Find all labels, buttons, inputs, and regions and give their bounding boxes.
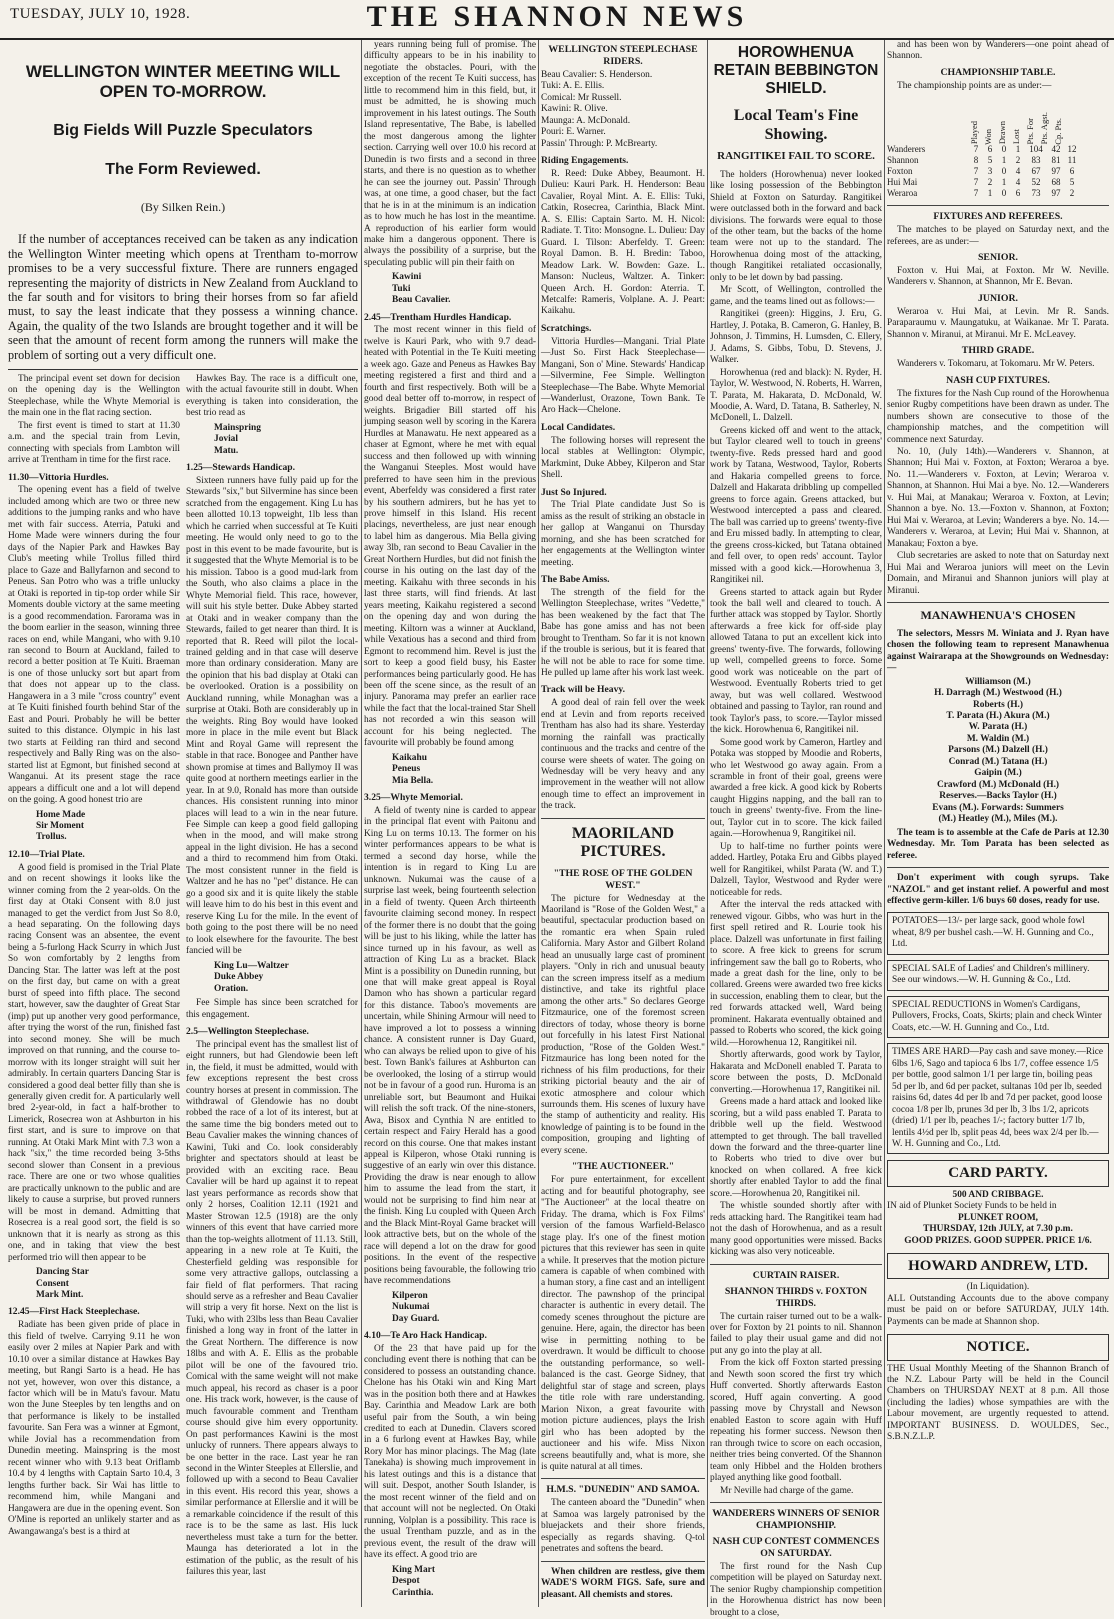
table-cell: 6: [1069, 166, 1075, 177]
paragraph: Horowhenua (red and black): N. Ryder, H. Taylor, W. Westwood, N. Roberts, H. Warren, T. Parata, M. Hakarata, D. McDonald, W. Moodie, A. Ward, D. Tatana, B. Satherley, N. McDonell, L. Dalzell.: [710, 367, 882, 424]
paragraph: Fee Simple has since been scratched for this engagement.: [186, 998, 358, 1020]
divider: [710, 1502, 882, 1503]
section-heading: FIXTURES AND REFEREES.: [933, 211, 1063, 223]
selection: Mark Mint.: [36, 1289, 84, 1300]
section-heading: Just So Injured.: [541, 486, 607, 498]
paragraph: The most recent winner in this field of twelve is Kauri Park, who with 9.7 dead-heated with Potential in the Te Kuiti meeting a week ago. Gaze and Peneus as Hawkes Bay meeting registered a first and third and a fourth and first respectively. Both will be a good deal better off to-morrow, in respect of weights. Brigadier Bill started off his jumping season well by scoring in the Karera Hurdles at Manawatu. He next appeared as a chaser at Egmont, where he met with equal success and then followed up with winning the Wanganui Steeples. Most would have preferred to have seen him in the previous event, Aberfeldy was considered a first rater by his southern admirers, but he has yet to prove himself in this Island. His recent placings, nevertheless, are just near enough to label him as dangerous. Mia Bella giving away 3lb, ran second to Beau Cavalier in the Great Northern Hurdles, but did not finish the course in his outing on the last day of the meeting. Kaikahu with three seconds in his last three starts, will find friends. At last years meeting, Kaikahu registered a second on the opening day and won during the meeting. Kiltorn was a winner at Auckland, while Vexatious has a second and third from Egmont to recommend him. Revel is just the sort to keep a good field busy, his Easter performances being particularly good. He has been off the scene since, as the result of an injury. Panorama may prefer an earlier race while the fact that the local-trained Star Shell has not recorded a win this season will account for his being neglected. The favourite will probably be found among: [364, 325, 536, 749]
selection: Peneus: [392, 764, 421, 775]
divider: [710, 1264, 882, 1265]
column-rule: [707, 40, 708, 1607]
section-heading: NASH CUP FIXTURES.: [946, 374, 1050, 386]
rider: Beau Cavalier: S. Henderson.: [541, 69, 653, 80]
riders-list: [541, 70, 705, 150]
selection: Dancing Star: [36, 1267, 89, 1278]
column-rule: [538, 40, 539, 1607]
paragraph: The whistle sounded shortly after with reds attacking hard. The Rangitikei team had not the dash of Horowhenua, and as a result many good opportunities were missed. Backs kicking was also very noticeable.: [710, 1201, 882, 1258]
paragraph: The principal event has the smallest list of eight runners, but had Glendowie been left in, the field, it must be admitted, would with few exceptions represent the best cross country horses at present in commission. The withdrawal of Glendowie has no doubt robbed the race of a lot of its interest, but at the same time the big bonders meted out to Beau Cavalier makes the winning chances of Kawini, Tuki and Co. look considerably brighter and spectators should at least be provided with an exciting race. Beau Cavalier will be hard up against it to repeat last years performance as records show that only 2 horses, Coalition 12.11 (1921 and Master Strowan 12.5 (1918) are the only winners of this event that have carried more than the top-weights allotment of 11.13. Still, appearing in a new role at Te Kuiti, the Chesterfield gelding was responsible for some very attractive gallops, outclassing a fair field of flat performers. That racing should serve as a refresher and Beau Cavalier will strip a very fit horse. Next on the list is Tuki, who with 23lbs less than Beau Cavalier finished a long way in front of the latter in the Great Northern. The difference is now 18lbs and with A. E. Ellis as the probable pilot will be one of the favoured trio. Comical with the same weight will not make much appeal, his record as chaser is a poor one. His track work, however, is the cause of much favourable comment and Trentham course should give him every opportunity. On past performances Kawini is the most unlucky of runners. There appears always to be one better in the race. Last year he ran second in the Winter Steeples at Ellerslie, and followed up with a second to Beau Cavalier in this event. His record this year, shows a similar performance at Ellerslie and it will be a remarkable coincidence if the result of this race is to be the same as last. His luck nevertheless must take a turn for the better. Maunga has deteriorated a lot in the estimation of the public, as the result of his failures this year, last: [186, 1039, 358, 1578]
table-cell: 2: [1015, 155, 1021, 166]
section-heading: Track will be Heavy.: [541, 684, 626, 696]
paragraph: The principal event set down for decision on the opening day is the Wellington Steeplechase, while the Whyte Memorial is the main one in the flat racing section.: [8, 373, 180, 419]
paragraph: Rangitikei (green): Higgins, J. Eru, G. Hartley, J. Potaka, B. Cameron, G. Hanley, B. Johnson, J. Timmins, H. Lumsden, C. Ellery, J. Adams, S. Gibbs, Tobu, D. Stevens, J. Walker.: [710, 309, 882, 366]
rider: Kawini: R. Olive.: [541, 104, 608, 115]
paragraph: After the interval the reds attacked with renewed vigour. Gibbs, who was hurt in the first spell retired and R. Lourie took his place. Dalzell was unfortunate in first failing to score. A free kick to greens for scrum infringement saw the ball go to Roberts, who made a great dash for the line, only to be collared. Greens were awarded two free kicks in succession, enabling them to clear, but the red forwards attacked well, Ward being prominent. Hakarata eventually obtained and passed to Roberts who scored, the kick going wild.—Horowhenua 12, Rangitikei nil.: [710, 900, 882, 1048]
racing-notes-column: [541, 40, 705, 1607]
section-heading: The Babe Amiss.: [541, 574, 610, 586]
paragraph: The matches to be played on Saturday next, and the referees, are as under:—: [887, 225, 1109, 247]
table-cell: 0: [1001, 188, 1007, 199]
section-heading: SENIOR.: [977, 252, 1018, 264]
table-cell: 8: [973, 155, 979, 166]
player: W. Parata (H.): [968, 722, 1028, 733]
lead-subcol-left: [8, 374, 180, 1580]
card-party-prizes: GOOD PRIZES. GOOD SUPPER. PRICE 1/6.: [904, 1235, 1092, 1246]
issue-date: TUESDAY, JULY 10, 1928.: [10, 6, 191, 22]
section-heading: CURTAIN RAISER.: [752, 1269, 840, 1281]
table-cell: 0: [1001, 166, 1007, 177]
howard-andrew-body: ALL Outstanding Accounts due to the above company must be paid on or before SATURDAY, JULY 14th. Payments can be made at Shannon shop.: [887, 1293, 1109, 1327]
paragraph: Foxton v. Hui Mai, at Foxton. Mr W. Neville. Wanderers v. Shannon, at Shannon, Mr E. Bevan.: [887, 266, 1109, 288]
table-cell: 1: [1001, 177, 1007, 188]
paragraph: The selectors, Messrs M. Winiata and J. Ryan have chosen the following team to represent Manawhenua against Wairarapa at the Showgrounds on Wednesday:—: [887, 628, 1109, 674]
selection: Tuki: [392, 283, 411, 294]
table-cell: 7: [973, 177, 979, 188]
selection: Duke Abbey: [214, 972, 264, 983]
paragraph: R. Reed: Duke Abbey, Beaumont. H. Dulieu: Kauri Park. H. Henderson: Beau Cavalier, Royal Mint. A. E. Ellis: Tuki, Catkin, Rosecrea, Carinthia, Black Mint. A. S. Ellis: Captain Sarto. M. H. Nicol: Radiate. T. Tito: Monsogne. L. Dulieu: Day Guard. I. Tilson: Aberfeldy. T. Green: Royal Damon. B. H. Bredin: Taboo, Meadow Lark. W. Bowden: Gaze. L. Manson: Nucleus, Waltzer. A. Tinker: Queen Arch. H. Gordon: Aterria. T. Metcalfe: Rameris, Volplane. A. J. Peart: Kaikahu.: [541, 168, 705, 317]
section-heading: NASH CUP CONTEST COMMENCES ON SATURDAY.: [712, 1535, 880, 1559]
selection: Carinthia.: [392, 1587, 434, 1598]
newspaper-title: THE SHANNON NEWS: [366, 0, 748, 33]
table-cell: 5: [987, 155, 993, 166]
table-cell: 104: [1029, 144, 1043, 155]
notice-body: THE Usual Monthly Meeting of the Shannon Branch of the N.Z. Labour Party will be held in the Council Chambers on THURSDAY NEXT at 8 p.m. All those (including the ladies) whose sympathies are with the Labour movement, are urgently requested to attend. IMPORTANT BUSINESS. D. WOULDES, Sec., S.B.N.Z.L.P.: [887, 1363, 1109, 1443]
selection: Kilperon: [392, 1290, 428, 1301]
paragraph: The following horses will represent the local stables at Wellington: Olympic, Markmint, Duke Abbey, Kilperon and Star Shell.: [541, 435, 705, 481]
team-name: Hui Mai: [887, 177, 918, 188]
selection: Consent: [36, 1278, 69, 1289]
rider: Maunga: A. McDonald.: [541, 115, 631, 126]
table-row: [887, 144, 1109, 155]
selection: Beau Cavalier.: [392, 295, 451, 306]
paragraph: The picture for Wednesday at the Maoriland is "Rose of the Golden West," a beautiful, spectacular production based on the romantic era when Spain ruled California. Mary Astor and Gilbert Roland head an unusually large cast of prominent players. "Only in rich and unusual beauty can the screen impress itself as a medium distinctive, and take its rightful place among the other arts." So declares George Fitzmaurice, one of the foremost screen directors of today, whose theory is borne out forcefully in his latest First National production, "Rose of the Golden West." Fitzmaurice has long been noted for the richness of his film productions, for their striking pictorial beauty and the air of exotic atmosphere and colour which surrounds them. His scenes of luxury have the stamp of authenticity and reality. His knowledge of painting is to be found in the composition, grouping and lighting of every scene.: [541, 893, 705, 1156]
paragraph: Vittoria Hurdles—Mangani. Trial Plate—Just So. First Hack Steeplechase—Mangani, Son o' Mine. Stewards' Handicap—Silvermine, Fee Simple. Wellington Steeplechase—The Babe. Whyte Memorial—Wanderlust, Orazone, Town Bank. Te Aro Hack—Chelone.: [541, 336, 705, 416]
section-heading: 2.45—Trentham Hurdles Handicap.: [364, 311, 512, 323]
table-cell: 97: [1051, 166, 1061, 177]
paragraph: From the kick off Foxton started pressing and Newth soon scored the first try which Huff converted. Shortly afterwards Easton scored, Huff again converting. A good passing move by Chrystall and Newson enabled Easton to score again with Huff repeating his former success. Newson then ran through twice to score on each occasion, neither tries being converted. Of the Shannon team only Hibbel and the Holden brothers played anything like good football.: [710, 1358, 882, 1484]
lead-subhead: Big Fields Will Puzzle Speculators: [53, 121, 313, 139]
selection: Despot: [392, 1576, 420, 1587]
advertisement: TIMES ARE HARD—Pay cash and save money.—Rice 6lbs 1/6, Sago and tapioca 6 lbs 1/7, coffee essence 1/5 per bottle, good salmon 1/1 per large tin, boiling peas 5d per lb, and 6d per packet, sultanas 10d per lb, seeded raisins 6d, dates 4d per lb and 7d per packet, good loose cocoa 1/8 per lb, prunes 3d per lb, 3 lbs 1/2, apricots (dried) 1/1 per lb, peaches 1/-; factory butter 1/7 lb, lentils 4½d per lb, split peas 4d, bees wax 2/4 per lb.—W. H. Gunning and Co., Ltd.: [887, 1043, 1109, 1154]
paragraph: The first event is timed to start at 11.30 a.m. and the special train from Levin, connecting with specials from Lambton will arrive at Trentham in time for the first race.: [8, 420, 180, 466]
paragraph: years running being full of promise. The difficulty appears to be in his inability to negotiate the obstacles. Pouri, with the exception of the recent Te Kuiti success, has little to recommend him in this field, but, it must be admitted, he is showing much improvement in his latest outings. The South Island representative, The Babe, is labelled the most dangerous among the lighter section. Carrying well over 10.0 his record at Dunedin is two firsts and a second in three starts, and there is no question as to whether he can see the journey out. Passin' Through was, at one time, a good chaser, but the fact that he is in at the minimum is an indication as to how much he has lost in the meantime. A reproduction of his earlier form would make him a dangerous opponent. There is always the possibility of a surprise, but the speculating public will pin their faith on: [364, 40, 536, 268]
table-cell: 68: [1051, 177, 1061, 188]
table-cell: 1: [1015, 144, 1021, 155]
rider: Comical: Mr Russell.: [541, 92, 622, 103]
paragraph: Greens started to attack again but Ryder took the ball well and cleared to touch. A further attack was stopped by Taylor. Shortly afterwards a free kick for off-side play allowed Tatana to put an excellent kick into greens' twenty-five. The forwards, following up well, compelled greens to force. Some good work was noticeable on the part of Westwood. Eventually Roberts tried to get away, but was well collared. Westwood obtained and passing to Taylor, ran round and took Taylor's pass, to score.—Taylor missed the kick. Horowhenua 6, Rangitikei nil.: [710, 587, 882, 736]
advertisement: SPECIAL REDUCTIONS in Women's Cardigans, Pullovers, Frocks, Coats, Skirts; plain and check Winter Coats, etc.—W. H. Gunning and Co., Ltd.: [887, 996, 1109, 1038]
player: Crawford (M.) McDonald (H.): [936, 779, 1060, 790]
table-row: [887, 177, 1109, 188]
table-cell: 52: [1031, 177, 1041, 188]
selection: Nukumai: [392, 1302, 430, 1313]
selection-list: [364, 272, 536, 306]
paragraph: The championship points are as under:—: [897, 80, 1052, 91]
paragraph: The first round for the Nash Cup competition will be played on Saturday next. The senior Rugby championship competition in the Horowhenua district has now been brought to a close,: [710, 1561, 882, 1618]
lead-headline: WELLINGTON WINTER MEETING WILL OPEN TO-MORROW.: [25, 62, 341, 102]
section-heading: SHANNON THIRDS v. FOXTON THIRDS.: [724, 1285, 868, 1309]
selection-list: [8, 810, 180, 844]
paragraph: The curtain raiser turned out to be a walk-over for Foxton by 21 points to nil. Shannon failed to play their usual game and did not put any go into the play at all.: [710, 1311, 882, 1356]
table-cell: 4: [1015, 166, 1021, 177]
card-party-heading: CARD PARTY.: [887, 1160, 1109, 1186]
table-cell: 7: [973, 188, 979, 199]
divider: [541, 818, 705, 819]
selection: Oration.: [214, 983, 249, 994]
player: (M.) Heatley (M.), Miles (M.).: [938, 814, 1058, 825]
table-cell: 6: [987, 144, 993, 155]
column-header: Played: [969, 121, 979, 145]
rider: Tuki: A. E. Ellis.: [541, 81, 605, 92]
divider: [887, 602, 1109, 603]
paragraph: The fixtures for the Nash Cup round of the Horowhenua senior Rugby competitions have been drawn as under. The numbers shown are consecutive to those of the championship matches, and the competition will commence next Saturday.: [887, 388, 1109, 445]
selection-list: [186, 423, 358, 457]
paragraph: Hawkes Bay. The race is a difficult one, with the actual favourite still in doubt. When everything is taken into consideration, the best trio read as: [186, 373, 358, 419]
table-cell: 67: [1031, 166, 1041, 177]
championship-table: [887, 94, 1109, 199]
paragraph: Greens made a hard attack and looked like scoring, but a wild pass enabled T. Parata to dribble well up the field. Westwood attempted to get through. The ball travelled down the forward and the three-quarter line to Roberts who tried to dive over but knocked on when collared. A free kick shortly after enabled Taylor to add the final score.—Horowhenua 20, Rangitikei nil.: [710, 1097, 882, 1199]
player: Parsons (M.) Dalzell (H.): [948, 745, 1048, 756]
table-header: [887, 94, 1109, 144]
paragraph: Of the 23 that have paid up for the concluding event there is nothing that can be considered to possess an outstanding chance. Chelone has his Otaki win and King Mart was in the position both there and at Hawkes Bay. Carinthia and Meadow Lark are both useful pair from the South, a win being credited to each at Dunedin. Clavers scored in a 6 furlong event at Hawkes Bay, while Rory Mor has minor placings. The Mag (late Tanekaha) is showing much improvement in his latest outings and this is a distance that will suit. Despot, another South Islander, is the most recent winner of the field and on that account will not be neglected. On Otaki running, Volplan is a possibility. This race is the usual Trentham puzzle, and as in the previous event, the result of the draw will have its effect. A good trio are: [364, 1343, 536, 1561]
football-column: [710, 40, 882, 1618]
table-cell: 3: [987, 166, 993, 177]
selection: Jovial: [214, 434, 238, 445]
section-heading: Scratchings.: [541, 322, 592, 334]
section-heading: Local Team's Fine Showing.: [733, 107, 859, 143]
selection: Kaikahu: [392, 752, 427, 763]
divider: [541, 1478, 705, 1479]
section-heading: RANGITIKEI FAIL TO SCORE.: [717, 150, 875, 163]
paragraph: Radiate has been given pride of place in this field of twelve. Carrying 9.11 he won easily over 2 miles at Napier Park and with 10.10 over a similar distance at Hawkes Bay meeting, but Rangi Sarto is a head. He has not yet, however, won over this distance, a factor which will be in Matu's favour. Matu won the June Steeples by ten lengths and on that performance is likely to be installed favourite. San Fera was a winner at Egmont, while Jovial has a recommendation from Dunedin meeting. Mainspring is the most recent winner who with 9.13 beat Oriflamb 10.4 by 4 lengths with Captain Sarto 10.4, 3 lengths further back. Sir Wai has little to recommend him, while Mangani and Hangawera are due in the opening event. Son O'Mine is reported an unlikely starter and as Awangawanga's best is a third at: [8, 1320, 180, 1537]
notice-heading: NOTICE.: [887, 1334, 1109, 1360]
section-heading: MAORILAND PICTURES.: [571, 824, 675, 861]
table-cell: 5: [1069, 177, 1075, 188]
table-cell: 42: [1051, 144, 1061, 155]
selection: Home Made: [36, 809, 86, 820]
table-cell: 6: [1015, 188, 1021, 199]
column-header: Cp. Pts.: [1053, 117, 1063, 145]
paragraph: The opening event has a field of twelve included among which are two or three new additions to the jumping ranks and who have met with fair success. Aterria, Patuki and Home Made were winners during the four days of the Napier Park and Hawkes Bay Club's meeting while Trollus filled third place to Gaze and Ballyfarnon and second to Peneus. San Potro who was a trifle unlucky at Otaki is reported in tip-top order while Sir Moments double victory at the same meeting is a good recommendation. Farorama was in the boom earlier in the season, winning three races on end, while Mangani, who with 9.10 ran second to Bourn at Auckland, failed to record a better position at Te Kuiti. Braeman is one of those unlucky sort but apart from that does not appear up to the class. Hangawera in a 3 mile "cross country" event at Te Kuiti finished fourth behind Star of the East and Pouri. Probably he will be better suited to this distance. Olympic in his last two starts at Feilding ran third and second respectively and Bally Ring was on the also-started list at Egmont, but finished second at Wanganui. At its present stage the race appears a difficult one and a lot will depend on the going. A good honest trio are: [8, 485, 180, 806]
rider: Passin' Through: P. McBrearty.: [541, 138, 658, 149]
player: Reserves.—Backs Taylor (H.): [939, 791, 1057, 802]
section-heading: 1.25—Stewards Handicap.: [186, 462, 296, 474]
paragraph: Greens kicked off and went to the attack, but Taylor cleared well to touch in greens' twenty-five. Reds pressed hard and good work by Tatana, Westwood, Taylor, Roberts and Hakaria compelled greens to force. Dalzell and Hakarata dribbling up compelled greens to force again. Greens attacked, but Westwood intercepted a pass and cleared. The ball was carried up to greens' twenty-five and Eru missed badly. In attempting to clear, the greens cross-kicked, but Tatana obtained and fell over, to open reds' account. Taylor missed with a good kick.—Horowhenua 3, Rangitikei nil.: [710, 425, 882, 586]
paragraph: The team is to assemble at the Cafe de Paris at 12.30 Wednesday. Mr. Tom Parata has been selected as referee.: [887, 827, 1109, 861]
table-cell: 83: [1031, 155, 1041, 166]
card-party-place: PLUNKET ROOM,: [957, 1212, 1039, 1223]
player: T. Parata (H.) Akura (M.): [946, 710, 1050, 721]
paragraph: Wanderers v. Tokomaru, at Tokomaru. Mr W. Peters.: [897, 359, 1095, 370]
table-cell: 7: [973, 144, 979, 155]
team-name: Weraroa: [887, 188, 918, 199]
section-heading: CHAMPIONSHIP TABLE.: [940, 66, 1056, 78]
card-party-sub: 500 AND CRIBBAGE.: [952, 1189, 1044, 1200]
player: Evans (M.). Forwards: Summers: [932, 802, 1064, 813]
advertisement: When children are restless, give them WADE'S WORM FIGS. Safe, sure and pleasant. All chemists and stores.: [541, 1566, 705, 1600]
section-heading: 12.10—Trial Plate.: [8, 848, 85, 860]
lead-body-columns: [8, 374, 358, 1580]
table-cell: 2: [1069, 188, 1075, 199]
section-heading: 11.30—Vittoria Hurdles.: [8, 471, 109, 483]
selection-list: [186, 961, 358, 995]
selection: King Mart: [392, 1564, 435, 1575]
racing-column-2: [364, 40, 536, 1607]
selection: Day Guard.: [392, 1313, 440, 1324]
player: Gaipin (M.): [974, 768, 1022, 779]
paragraph: and has been won by Wanderers—one point ahead of Shannon.: [887, 40, 1109, 62]
team-name: Shannon: [887, 155, 919, 166]
byline: (By Silken Rein.): [140, 199, 226, 214]
column-rule: [884, 40, 885, 1607]
team-name: Foxton: [887, 166, 913, 177]
table-cell: 11: [1067, 155, 1077, 166]
paragraph: The strength of the field for the Wellington Steeplechase, writes "Vedette," has been weakened by the fact that The Babe has gone amiss and has not been brought to Trentham. So far it is not known if the trouble is serious, but it is feared that he will not be able to race for some time. He pulled up lame after his work last week.: [541, 587, 705, 679]
selection-list: [364, 1565, 536, 1599]
table-cell: 1: [987, 188, 993, 199]
paragraph: The canteen aboard the "Dunedin" when at Samoa was largely patronised by the bluejackets and their shore friends, especially as regards shaving. Q-tol penetrates and softens the beard.: [541, 1498, 705, 1555]
selection: Sir Moment: [36, 821, 84, 831]
paragraph: A field of twenty nine is carded to appear in the principal flat event with Paitonu and King Lu on terms 10.13. The former on his winter performances appears to be what is termed a second day horse, while the intention is in regard to King Lu are unknown. Nukumai was the cause of a surprise last week, being fourteenth selection in a field of twenty. Queen Arch thirteenth favourite claiming second money. In respect of the former there is no doubt that the going will be just to his liking, while the latter has since turned up in his favour, as well as attraction of King Lu as a bracket. Black Mint is a possibility on Dunedin running, but one that will make great appeal is Royal Damon who has shown a particular regard for this distance. Taboo's movements are uncertain, while Shining Armour will need to have improved a lot to possess a winning chance. A consistent runner is Day Guard, who can always be relied upon to give of his best. Town Bank's failures at Ashburton can be overlooked, the losing of a stirrup would not be in favour of a good run. Huroma is an unreliable sort, but Beaumont and Huikai will relish the soft track. Of the nine-stoners, Awa, Bisox and Cynthia N are entitled to certain respect and Fairy Herald has a good record on this course. One that makes instant appeal is Kilperon, whose Otaki running is suggestive of an early win over this distance. Providing the draw is near enough to allow him to assume the lead from the start, it would not be surprising to find him near at the finish. King Lu coupled with Queen Arch and the Black Mint-Royal Game bracket will look attractive bets, but on the whole of the race will depend a lot on the draw for good positions. In the event of the respective positions being favourable, the following trio have recommendations: [364, 805, 536, 1287]
lead-subhead-2: The Form Reviewed.: [105, 161, 261, 179]
table-row: [887, 188, 1109, 199]
table-cell: 0: [1001, 144, 1007, 155]
section-heading: WELLINGTON STEEPLECHASE RIDERS.: [548, 44, 698, 67]
column-header: Pts. For: [1025, 117, 1035, 145]
howard-andrew-heading: HOWARD ANDREW, LTD.: [887, 1253, 1109, 1279]
table-row: [887, 166, 1109, 177]
section-heading: JUNIOR.: [977, 292, 1018, 304]
player: Roberts (H.): [973, 699, 1023, 710]
table-cell: 4: [1015, 177, 1021, 188]
section-heading: "THE ROSE OF THE GOLDEN WEST.": [553, 867, 693, 891]
column-header: Drawn: [997, 121, 1007, 145]
section-heading: 2.5—Wellington Steeplechase.: [186, 1025, 309, 1037]
table-cell: 97: [1051, 188, 1061, 199]
divider: [541, 1561, 705, 1562]
paragraph: The Trial Plate candidate Just So is amiss as the result of striking an obstacle in her gallop at Wanganui on Thursday morning, and she has been scratched for her engagements at the Wellington winter meeting.: [541, 500, 705, 568]
column-header: Won: [983, 128, 993, 145]
paragraph: A good deal of rain fell over the week end at Levin and from reports received Trentham has also had its share. Yesterday morning the rainfall was practically continuous and the tracks and centre of the course were sheets of water. The going on Wednesday will be very heavy and any improvement in the weather will not allow enough time to effect an improvement in the track.: [541, 698, 705, 812]
section-heading: WANDERERS WINNERS OF SENIOR CHAMPIONSHIP.: [712, 1508, 880, 1531]
section-heading: 12.45—First Hack Steeplechase.: [8, 1306, 140, 1318]
card-party-body: IN aid of Plunket Society Funds to be held in: [887, 1201, 1057, 1212]
player: M. Waldin (M.): [966, 733, 1030, 744]
section-heading: 4.10—Te Aro Hack Handicap.: [364, 1330, 487, 1342]
paragraph: Up to half-time no further points were added. Hartley, Potaka Eru and Gibbs played well for Rangitikei, whilst Parata (W. and T.) Dalzell, Taylor, Westwood and Ryder were noticeable for reds.: [710, 841, 882, 898]
player: H. Darragh (M.) Westwood (H.): [934, 688, 1062, 699]
section-heading: H.M.S. "DUNEDIN" AND SAMOA.: [546, 1484, 700, 1496]
lead-article: [8, 40, 358, 1607]
section-heading: MANAWHENUA'S CHOSEN: [920, 608, 1076, 623]
player: Conrad (M.) Tatana (H.): [948, 756, 1048, 767]
selection: Kawini: [392, 272, 422, 283]
selection-list: [364, 753, 536, 787]
selection: Mainspring: [214, 422, 261, 433]
paragraph: No. 10, (July 14th).—Wanderers v. Shannon, at Shannon; Hui Mai v. Foxton, at Foxton; Weraroa a bye. No. 11.—Wanderers v. Foxton, at Levin; Weraroa v. Shannon, at Shannon. Hui Mai a bye. No. 12.—Wanderers v. Hui Mai, at Manakau; Weraroa v. Foxton, at Levin; Shannon a bye. No. 13.—Foxton v. Shannon, at Foxton; Hui Mai v. Weraroa, at Levin; Wanderers a bye. No. 14.—Wanderers v. Weraroa, at Levin; Hui Mai v. Shannon, at Manakau; Foxton a bye.: [887, 446, 1109, 549]
rider: Pouri: E. Warner.: [541, 127, 606, 138]
table-cell: 81: [1051, 155, 1061, 166]
paragraph: The holders (Horowhenua) never looked like losing possession of the Bebbington Shield at Foxton on Saturday. Rangitikei were outclassed both in the forward and back divisions. The forwards were equal to those of the other team, but the backs of the home team were not up to the standard. The Horowhenua doing most of the attacking, though Rangitikei retaliated occasionally, only to be let down by bad passing.: [710, 169, 882, 283]
selection: Trollus.: [36, 832, 67, 843]
column-header: Pts. Agst.: [1039, 111, 1049, 145]
column-header: Lost: [1011, 129, 1021, 145]
paragraph: A good field is promised in the Trial Plate and on recent showings it looks like the winner coming from the 2 year-olds. On the first day at Otaki Consent with 8.0 just managed to get the verdict from Just So 8.0, a head separating. On the following days racing Consent was an absentee, the event being a 5-furlong Hack Scurry in which Just So won comfortably by 2 lengths from Dancing Star. The latter was left at the post on the first day, but came on with a great burst of speed into fifth place. The second start, however, saw the daughter of Great Star (imp) put up another very good performance, after trying the worst of the run, finished fast into second money. She will be much improved on that running, and the course to-morrow with its longer straight will suit her admirably. In certain quarters Dancing Star is considered a good deal better filly than she is generally given credit for. A particularly well bred 2-year-old, in fact a half-brother to Limerick, Rosecrea won at Ashburton in his first start, and is sure to improve on that running. At Otaki Mark Mint with 7.3 won a hack "six," the time recorded being 3-5ths second slower than Consent in a previous race. There are one or two whose qualities are practically unknown to the public and are likely to cause a surprise, but proved runners will be most in demand. Admitting that Rosecrea is a real good sort, the field is so unknown that it is nearly as strong as this one, and in taking that view the best performed trio will then appear to be: [8, 862, 180, 1263]
section-heading: 3.25—Whyte Memorial.: [364, 792, 463, 804]
advertisement: Don't experiment with cough syrups. Take "NAZOL" and get instant relief. A powerful and most effective germ-killer. 1/6 buys 60 doses, ready for use.: [887, 873, 1109, 906]
paragraph: Mr Neville had charge of the game.: [720, 1485, 854, 1496]
column-rule: [361, 40, 362, 1607]
paragraph: Club secretaries are asked to note that on Saturday next Hui Mai and Weraroa juniors will meet on the Levin Domain, and Miranui and Shannon juniors will play at Miranui.: [887, 551, 1109, 596]
paragraph: Shortly afterwards, good work by Taylor, Hakarata and McDonell enabled T. Parata to score between the posts, D. McDonald converting.—Horowhenua 17, Rangitikei nil.: [710, 1050, 882, 1095]
table-cell: 2: [987, 177, 993, 188]
lead-subcol-right: [186, 374, 358, 1580]
masthead: [0, 0, 1114, 40]
paragraph: Weraroa v. Hui Mai, at Levin. Mr R. Sands. Paraparaumu v. Maungatuku, at Waikanae. Mr T. Parata. Shannon v. Miranui, at Miranui. Mr E. McLeavey.: [887, 306, 1109, 340]
player: Williamson (M.): [965, 676, 1031, 687]
fixtures-and-ads-column: [887, 40, 1109, 1607]
paragraph: Sixteen runners have fully paid up for the Stewards "six," but Silvermine has since been scratched from the engagement. King Lu has been allotted 10.13 topweight, 1lb less than which he carried when successful at Te Kuiti meeting. He would only need to go to the post in this event to be made favourite, but is it suggested that the Whyte Memorial is to be his mission. Taboo is a good mud-lark from the South, who also claims a place in the Whyte Memorial field. This race, however, will suit his style better. Duke Abbey started at Otaki and in weaker company than the Stewards, failed to get nearer than third. It is reported that R. Reed will pilot the local-trained gelding and in that case will deserve more than ordinary consideration. Many are the opinion that his bad display at Otaki can be overlooked. Oration is a possibility on Auckland running, while Monaghan was a surprise at Otaki. Both are considerably up in the weights. Ring Boy would have looked more in place in the mile event but Black Mint and Royal Game will represent the stable in that race. Bonogee and Panther have shown promise at times and Ballymoy II was quite good at northern meetings earlier in the year. In at 9.0, Ronald has more than outside chances. His consistent running into minor places will lead to a win in the near future. Fee Simple can keep a good field galloping when in the mood, and will make strong appeal in the light division. He has a second and a third to recommend him from Otaki. The most consistent runner in the field is Waltzer and he has no "pet" distance. He can go a good six and it is quite likely the stable will leave him to do his best in this event and reserve King Lu for the mile. In the event of both going to the post there will be no need to look elsewhere for the favourite. The best fancied will be: [186, 475, 358, 957]
selection: Matu.: [214, 445, 239, 456]
divider: [887, 205, 1109, 206]
table-cell: 7: [973, 166, 979, 177]
divider: [887, 867, 1109, 868]
card-party-date: THURSDAY, 12th JULY, at 7.30 p.m.: [923, 1224, 1073, 1235]
table-cell: 1: [1001, 155, 1007, 166]
section-heading: Riding Engagements.: [541, 155, 629, 167]
selection: King Lu—Waltzer: [214, 960, 289, 971]
section-heading: THIRD GRADE.: [961, 345, 1035, 357]
table-cell: 73: [1031, 188, 1041, 199]
team-list: [887, 677, 1109, 826]
lead-headline-box: [8, 40, 358, 370]
paragraph: Mr Scott, of Wellington, controlled the game, and the teams lined out as follows:—: [710, 285, 882, 307]
howard-andrew-sub: (In Liquidation).: [966, 1282, 1030, 1293]
table-cell: 12: [1067, 144, 1077, 155]
advertisement: POTATOES—13/- per large sack, good whole fowl wheat, 8/9 per bushel cash.—W. H. Gunning and Co., Ltd.: [887, 912, 1109, 954]
section-heading: Local Candidates.: [541, 421, 616, 433]
advertisement: SPECIAL SALE of Ladies' and Children's millinery. See our windows.—W. H. Gunning & Co., Ltd.: [887, 960, 1109, 991]
table-row: [887, 155, 1109, 166]
selection-list: [8, 1267, 180, 1301]
team-name: Wanderers: [887, 144, 926, 155]
lead-intro: If the number of acceptances received can be taken as any indication the Wellington Winter meeting which opens at Trentham to-morrow promises to be a very successful fixture. There are runners engaged representing the majority of districts in New Zealand from Auckland to the far south and for visitors to bring their horses from so far afield must, to say the least indicate that they possess a winning chance. Again, the quality of the two Islands are brought together and it will be seen that the amount of recent form among the runners will make the problem of sorting out a very difficult one.: [8, 232, 358, 362]
paragraph: For pure entertainment, for excellent acting and for beautiful photography, see "The Auctioneer" at the local theatre on Friday. The drama, which is Fox Films' version of the famous Warfield-Belasco stage play. It's one of the finest motion pictures that this reviewer has seen in quite a while. It preserves that the motion picture camera is capable of when combined with a human story, a fine cast and an intelligent director. The pawnshop of the principal character is authentic in every detail. The comedy scenes throughout the picture are genuine. Here, again, the director has been wise in permitting nothing to be overdrawn. It would be difficult to choose the outstanding performance, so well-balanced is the cast. George Sidney, that delightful star of stage and screen, plays the title role with rare understanding. Marion Nixon, a great favourite with motion picture audiences, plays the Irish girl who has been adopted by the auctioneer and his wife. Miss Nixon screens beautifully and, what is more, she is quite natural at all times.: [541, 1175, 705, 1472]
section-heading: HOROWHENUA RETAIN BEBBINGTON SHIELD.: [713, 44, 879, 97]
selection-list: [364, 1291, 536, 1325]
section-heading: "THE AUCTIONEER.": [571, 1161, 675, 1173]
paragraph: Some good work by Cameron, Hartley and Potaka was stopped by Moodie and Roberts, who let Westwood go away again. From a scramble in front of their goal, greens were awarded a free kick. A good kick by Roberts caught Higgins napping, and the ball ran to touch in greens' twenty-five. From the line-out, Taylor cut in to score. The kick failed again.—Horowhenua 9, Rangitikei nil.: [710, 737, 882, 840]
selection: Mia Bella.: [392, 775, 434, 786]
